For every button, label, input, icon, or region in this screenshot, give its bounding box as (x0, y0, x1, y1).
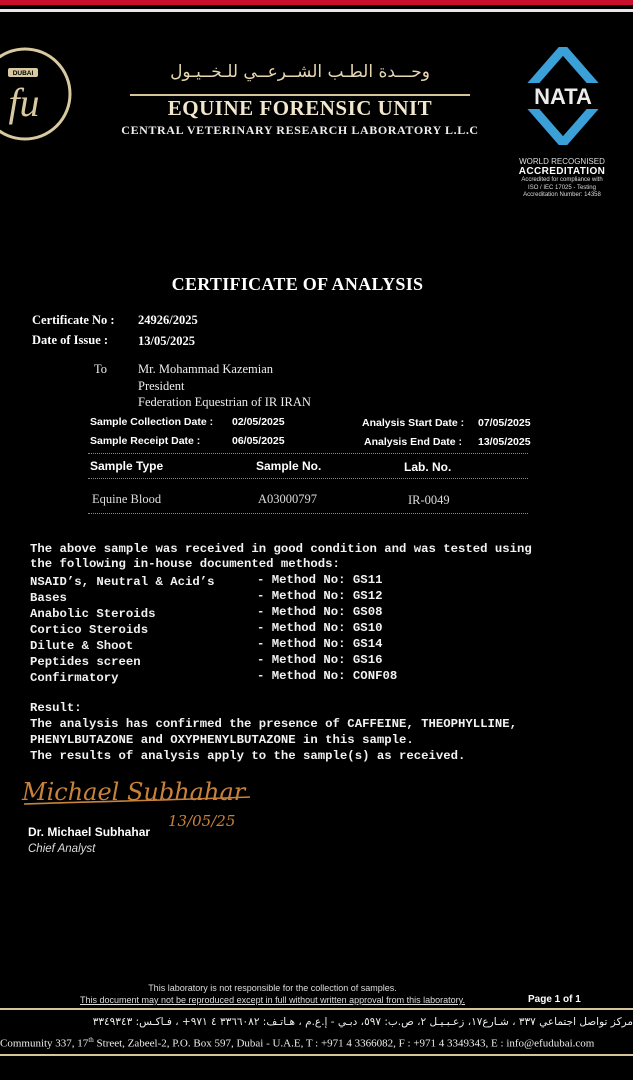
unit-name: EQUINE FORENSIC UNIT (130, 94, 470, 121)
result-line-1: The analysis has confirmed the presence of CAFFEINE, THEOPHYLLINE, (30, 717, 518, 731)
methods-intro-2: the following in-house documented methods: (30, 557, 340, 571)
recipient-org: Federation Equestrian of IR IRAN (138, 395, 311, 409)
method-name: Bases (30, 591, 67, 605)
cell-sample-no: A03000797 (258, 492, 318, 506)
recipient-address (138, 361, 311, 411)
analyst-role: Chief Analyst (28, 843, 96, 855)
certificate-number-label: Certificate No : (32, 313, 115, 327)
signature-image (18, 774, 258, 830)
accreditation-line4: ISO / IEC 17025 - Testing (528, 184, 596, 191)
method-code: - Method No: GS11 (257, 573, 383, 587)
analysis-end-label: Analysis End Date : (364, 436, 463, 448)
method-name: Anabolic Steroids (30, 607, 156, 621)
collection-date: 02/05/2025 (232, 416, 285, 428)
collection-date-label: Sample Collection Date : (90, 416, 214, 428)
logo-badge: DUBAI (12, 70, 34, 77)
accreditation-line1: WORLD RECOGNISED (519, 157, 605, 166)
method-code: - Method No: GS08 (257, 605, 383, 619)
method-name: Confirmatory (30, 671, 119, 685)
recipient-name: Mr. Mohammad Kazemian (138, 362, 274, 376)
result-label: Result: (30, 701, 82, 715)
address-superscript: th (88, 1036, 94, 1044)
page-number: Page 1 of 1 (528, 994, 581, 1005)
top-divider (0, 9, 633, 12)
certificate-title: CERTIFICATE OF ANALYSIS (171, 274, 424, 294)
methods-intro-1: The above sample was received in good condition and was tested using (30, 542, 532, 556)
accreditation-line3: Accredited for compliance with (521, 177, 603, 183)
efu-logo (0, 42, 72, 146)
recipient-title: President (138, 378, 185, 393)
method-code: - Method No: GS16 (257, 653, 383, 667)
method-name: Dilute & Shoot (30, 639, 134, 653)
analyst-name: Dr. Michael Subhahar (28, 825, 151, 839)
to-label: To (94, 362, 108, 376)
result-line-3: The results of analysis apply to the sample(s) as received. (30, 749, 466, 763)
analysis-start-date: 07/05/2025 (478, 417, 531, 429)
method-name: Cortico Steroids (30, 623, 149, 637)
disclaimer-2: This document may not be reproduced except in full without written approval from this laboratory. (79, 995, 466, 1005)
footer-rule-top (0, 1008, 633, 1010)
method-code: - Method No: GS10 (257, 621, 383, 635)
address-part-b: Street, Zabeel-2, P.O. Box 597, Dubai - U.A.E, T : +971 4 3366082, F : +971 4 3349343, E : info@efudubai.com (93, 1037, 595, 1050)
receipt-date-label: Sample Receipt Date : (90, 435, 201, 447)
table-header-rule (88, 478, 528, 479)
header-sample-type: Sample Type (90, 459, 164, 473)
receipt-date: 06/05/2025 (232, 435, 285, 447)
top-red-band (0, 0, 633, 5)
address-part-a: Community 337, 17 (0, 1037, 89, 1050)
issue-date: 13/05/2025 (138, 334, 195, 348)
accreditation-line5: Accreditation Number: 14358 (523, 192, 601, 198)
signature-handwriting: Michael Subhahar (22, 778, 246, 806)
nata-logo (520, 47, 606, 145)
method-code: - Method No: GS12 (257, 589, 383, 603)
method-row (30, 668, 119, 686)
cell-lab-no: IR-0049 (408, 493, 450, 507)
header-lab-no: Lab. No. (404, 460, 452, 474)
footer-arabic-address: مركز تواصل اجتماعي ٣٣٧ ، شـارع١٧، زعـبـيـل ٢، ص.ب: ٥٩٧، دبـي - إ.ع.م ، هـاتـف: ٣٣٦٦٠٨٢ ٤ ٩٧١+ ، فـاكـس: ٣٣٤٩٣٤٣ (92, 1016, 633, 1028)
method-code: - Method No: GS14 (257, 637, 383, 651)
certificate-number: 24926/2025 (138, 313, 198, 327)
analysis-start-label: Analysis Start Date : (362, 417, 465, 429)
method-code: - Method No: CONF08 (257, 669, 398, 683)
accreditation-block (492, 157, 632, 200)
arabic-unit-name: وحـــدة الطـب الشــرعــي للـخــيـول (170, 62, 430, 82)
issue-date-label: Date of Issue : (32, 333, 109, 347)
analysis-end-date: 13/05/2025 (478, 436, 531, 448)
logo-letters: fu (8, 80, 40, 125)
method-name: NSAID’s, Neutral & Acid’s (30, 575, 215, 589)
lab-name: CENTRAL VETERINARY RESEARCH LABORATORY L.L.C (121, 123, 479, 137)
header-sample-no: Sample No. (256, 459, 322, 473)
method-name: Peptides screen (30, 655, 141, 669)
table-top-rule (88, 453, 528, 454)
cell-sample-type: Equine Blood (92, 492, 162, 506)
table-bottom-rule (88, 513, 528, 514)
accreditation-line2: ACCREDITATION (518, 166, 606, 177)
disclaimer-1: This laboratory is not responsible for the collection of samples. (148, 983, 397, 993)
footer-english-address (0, 1036, 633, 1050)
footer-rule-bottom (0, 1054, 633, 1056)
signature-date: 13/05/25 (168, 812, 236, 830)
nata-label: NATA (534, 84, 592, 109)
result-line-2: PHENYLBUTAZONE and OXYPHENYLBUTAZONE in this sample. (30, 733, 414, 747)
